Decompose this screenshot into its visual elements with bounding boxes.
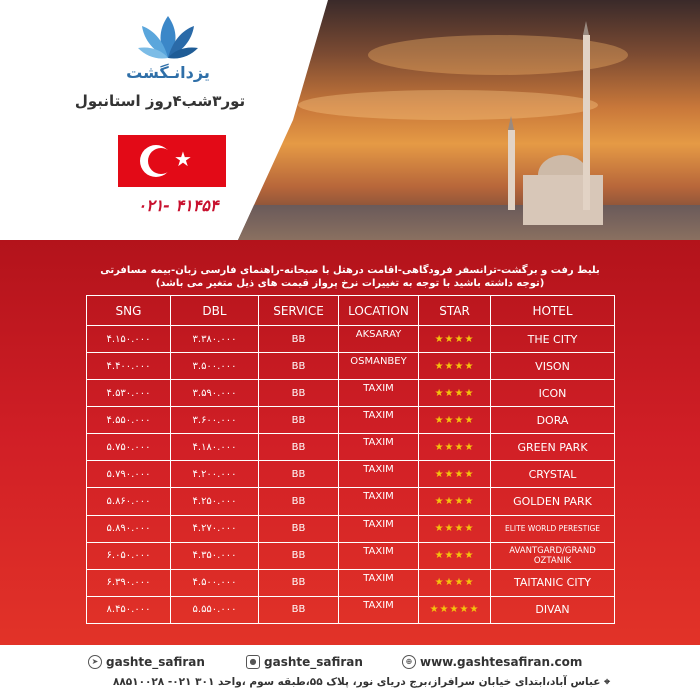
hotel-location: TAXIM: [339, 515, 419, 542]
star-rating: ★★★★: [419, 488, 491, 515]
dbl-price: ۵.۵۵۰.۰۰۰: [171, 596, 259, 623]
globe-icon: ⊕: [402, 655, 416, 669]
header-hotel: HOTEL: [491, 296, 615, 326]
service-type: BB: [259, 434, 339, 461]
hotel-location: TAXIM: [339, 569, 419, 596]
star-rating: ★★★★: [419, 434, 491, 461]
sng-price: ۵.۸۹۰.۰۰۰: [87, 515, 171, 542]
telegram-link[interactable]: [88, 654, 205, 670]
star-rating: ★★★★: [419, 380, 491, 407]
instagram-link[interactable]: [246, 654, 363, 670]
service-type: BB: [259, 569, 339, 596]
star-rating: ★★★★: [419, 515, 491, 542]
service-type: BB: [259, 407, 339, 434]
hotel-name: ICON: [491, 380, 615, 407]
table-row: [87, 326, 615, 353]
hotel-location: TAXIM: [339, 488, 419, 515]
package-description: [80, 264, 620, 290]
dbl-price: ۳.۳۸۰.۰۰۰: [171, 326, 259, 353]
sng-price: ۴.۱۵۰.۰۰۰: [87, 326, 171, 353]
header-star: STAR: [419, 296, 491, 326]
service-type: BB: [259, 596, 339, 623]
hotel-name: GREEN PARK: [491, 434, 615, 461]
table-row: [87, 596, 615, 623]
dbl-price: ۴.۲۵۰.۰۰۰: [171, 488, 259, 515]
dbl-price: ۴.۲۷۰.۰۰۰: [171, 515, 259, 542]
sng-price: ۵.۷۹۰.۰۰۰: [87, 461, 171, 488]
header-location: LOCATION: [339, 296, 419, 326]
table-header-row: [87, 296, 615, 326]
sng-price: ۶.۰۵۰.۰۰۰: [87, 542, 171, 569]
mosque-body: [523, 175, 603, 225]
service-type: BB: [259, 515, 339, 542]
instagram-handle: gashte_safiran: [264, 655, 363, 669]
hotel-name: GOLDEN PARK: [491, 488, 615, 515]
address-text: عباس آباد،ابتدای خیابان سرافراز،برج دریای نور، پلاک ۵۵،طبقه سوم ،واحد ۳۰۱ ۰۲۱- ۸۸۵۱۰۰۲۸: [112, 676, 601, 688]
table-row: [87, 434, 615, 461]
hotel-price-table: [86, 295, 615, 624]
sng-price: ۴.۴۰۰.۰۰۰: [87, 353, 171, 380]
lotus-logo-icon: [118, 8, 218, 68]
hotel-name: CRYSTAL: [491, 461, 615, 488]
star-rating: ★★★★: [419, 461, 491, 488]
company-logo: [118, 8, 218, 98]
table-row: [87, 542, 615, 569]
hotel-name: THE CITY: [491, 326, 615, 353]
service-type: BB: [259, 353, 339, 380]
hotel-name: TAITANIC CITY: [491, 569, 615, 596]
star-rating: ★★★★: [419, 569, 491, 596]
table-row: [87, 488, 615, 515]
description-line: بلیط رفت و برگشت-ترانسفر فرودگاهی-اقامت درهتل با صبحانه-راهنمای فارسی زبان-بیمه مسافرتی: [100, 265, 600, 276]
sng-price: ۶.۳۹۰.۰۰۰: [87, 569, 171, 596]
hotel-name: AVANTGARD/GRAND OZTANIK: [491, 542, 615, 569]
website-link[interactable]: [402, 654, 582, 670]
table-row: [87, 380, 615, 407]
table-row: [87, 515, 615, 542]
minaret-tall: [583, 35, 590, 210]
hotel-location: TAXIM: [339, 596, 419, 623]
tour-title: تور۳شب۴روز استانبول: [74, 92, 246, 110]
website-url: www.gashtesafiran.com: [420, 655, 583, 669]
sng-price: ۴.۵۳۰.۰۰۰: [87, 380, 171, 407]
hotel-location: TAXIM: [339, 434, 419, 461]
dbl-price: ۳.۵۰۰.۰۰۰: [171, 353, 259, 380]
star-rating: ★★★★: [419, 353, 491, 380]
mosque-building: [508, 150, 618, 225]
hotel-location: TAXIM: [339, 461, 419, 488]
instagram-icon: ●: [246, 655, 260, 669]
telegram-icon: ➤: [88, 655, 102, 669]
hotel-location: OSMANBEY: [339, 353, 419, 380]
bosphorus-sea: [238, 205, 700, 240]
flag-star-icon: ★: [174, 147, 192, 171]
service-type: BB: [259, 380, 339, 407]
hotel-name: ELITE WORLD PERESTIGE: [491, 515, 615, 542]
service-type: BB: [259, 542, 339, 569]
address: [90, 676, 610, 689]
star-rating: ★★★★: [419, 326, 491, 353]
turkey-flag: [118, 135, 226, 187]
header-sng: SNG: [87, 296, 171, 326]
hotel-location: TAXIM: [339, 380, 419, 407]
dbl-price: ۴.۲۰۰.۰۰۰: [171, 461, 259, 488]
hotel-name: VISON: [491, 353, 615, 380]
table-row: [87, 407, 615, 434]
table-row: [87, 569, 615, 596]
dbl-price: ۳.۵۹۰.۰۰۰: [171, 380, 259, 407]
hotel-name: DIVAN: [491, 596, 615, 623]
sng-price: ۵.۷۵۰.۰۰۰: [87, 434, 171, 461]
hotel-location: TAXIM: [339, 542, 419, 569]
hotel-location: TAXIM: [339, 407, 419, 434]
table-row: [87, 353, 615, 380]
header-dbl: DBL: [171, 296, 259, 326]
sunset-cloud: [298, 90, 598, 120]
service-type: BB: [259, 461, 339, 488]
sng-price: ۴.۵۵۰.۰۰۰: [87, 407, 171, 434]
hotel-name: DORA: [491, 407, 615, 434]
star-rating: ★★★★: [419, 542, 491, 569]
star-rating: ★★★★: [419, 407, 491, 434]
logo-text: یزدانـگشت: [126, 63, 210, 82]
star-rating: ★★★★★: [419, 596, 491, 623]
minaret-short: [508, 130, 515, 210]
phone-number[interactable]: ۰۲۱- ۴۱۴۵۴: [137, 196, 219, 215]
location-pin-icon: ⌖: [604, 676, 610, 688]
dbl-price: ۴.۳۵۰.۰۰۰: [171, 542, 259, 569]
sng-price: ۵.۸۶۰.۰۰۰: [87, 488, 171, 515]
hotel-location: AKSARAY: [339, 326, 419, 353]
hero-section: [0, 0, 700, 240]
telegram-handle: gashte_safiran: [106, 655, 205, 669]
table-row: [87, 461, 615, 488]
header-service: SERVICE: [259, 296, 339, 326]
sng-price: ۸.۴۵۰.۰۰۰: [87, 596, 171, 623]
service-type: BB: [259, 488, 339, 515]
service-type: BB: [259, 326, 339, 353]
dbl-price: ۴.۱۸۰.۰۰۰: [171, 434, 259, 461]
dbl-price: ۴.۵۰۰.۰۰۰: [171, 569, 259, 596]
istanbul-mosque-photo: [238, 0, 700, 240]
dbl-price: ۳.۶۰۰.۰۰۰: [171, 407, 259, 434]
description-note: (توجه داشته باشید با توجه به تغییرات نرخ پرواز قیمت های ذیل متغیر می باشد): [155, 278, 545, 289]
